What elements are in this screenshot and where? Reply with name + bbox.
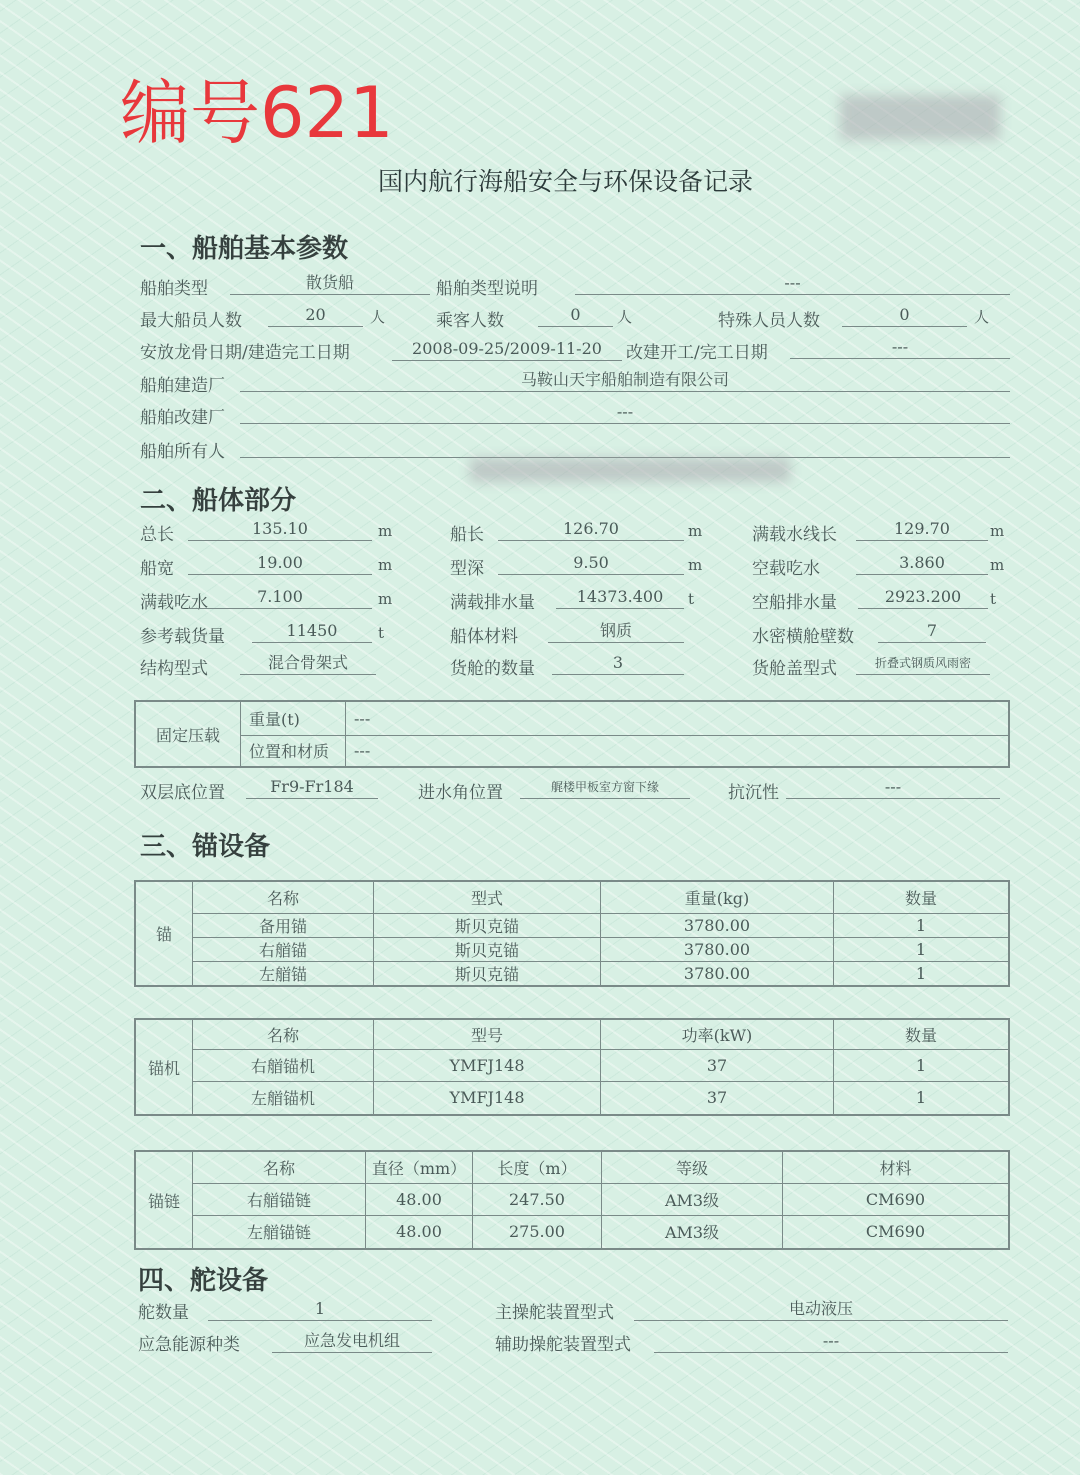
hull-param-unit: t <box>990 590 997 608</box>
hull-param-label: 船体材料 <box>450 627 518 647</box>
hull-param-value: 7 <box>878 620 986 643</box>
builder-label: 船舶建造厂 <box>140 376 225 396</box>
anchor-col-qty: 数量 <box>834 881 1010 913</box>
cell: YMFJ148 <box>374 1081 601 1115</box>
rebuilder: --- <box>240 401 1010 424</box>
double-bottom-label: 双层底位置 <box>140 783 225 803</box>
hull-param-label: 满载吃水 <box>140 593 208 613</box>
chain-group-label: 锚链 <box>135 1151 193 1249</box>
section-anchor: 三、锚设备 <box>140 832 271 862</box>
chain-col-grade: 等级 <box>602 1151 783 1183</box>
hull-param-value: 126.70 <box>498 518 684 541</box>
anchor-col-type: 型式 <box>374 881 601 913</box>
hull-param-label: 货舱盖型式 <box>752 659 837 679</box>
anchor-group-label: 锚 <box>135 881 193 986</box>
cell: 左艏锚机 <box>193 1081 374 1115</box>
hull-param-label: 型深 <box>450 559 484 579</box>
hull-param-value: 11450 <box>252 620 372 643</box>
cell: 3780.00 <box>601 913 834 937</box>
cell: 247.50 <box>473 1183 602 1215</box>
ship-type: 散货船 <box>230 272 430 295</box>
table-row <box>135 1183 1009 1215</box>
cell: CM690 <box>783 1215 1010 1249</box>
table-row <box>135 913 1009 937</box>
cell: 3780.00 <box>601 961 834 986</box>
hull-param-value: 129.70 <box>856 518 988 541</box>
cell: 3780.00 <box>601 937 834 961</box>
ballast-label: 固定压载 <box>135 701 241 767</box>
cell: 斯贝克锚 <box>374 961 601 986</box>
anchor-col-name: 名称 <box>193 881 374 913</box>
cell: 右艏锚机 <box>193 1049 374 1081</box>
aux-steer: --- <box>654 1330 1008 1353</box>
keel-label: 安放龙骨日期/建造完工日期 <box>140 343 350 363</box>
hull-param-value: 混合骨架式 <box>240 652 376 675</box>
hull-param-unit: m <box>378 590 393 608</box>
passengers-unit: 人 <box>617 308 633 326</box>
windlass-group-label: 锚机 <box>135 1019 193 1115</box>
table-row <box>135 937 1009 961</box>
chain-col-name: 名称 <box>193 1151 366 1183</box>
hull-param-value: 19.00 <box>188 552 372 575</box>
hull-param-label: 满载排水量 <box>450 593 535 613</box>
hull-param-value: 折叠式钢质风雨密 <box>856 652 990 675</box>
hull-param-label: 满载水线长 <box>752 525 837 545</box>
anchor-table <box>134 880 1010 987</box>
cell: 37 <box>601 1049 834 1081</box>
rebuilder-label: 船舶改建厂 <box>140 408 225 428</box>
cell: YMFJ148 <box>374 1049 601 1081</box>
ship-type-desc: --- <box>575 272 1010 295</box>
unsink: --- <box>786 776 1000 799</box>
cell: 48.00 <box>366 1215 473 1249</box>
ballast-pos-label: 位置和材质 <box>241 735 346 767</box>
redacted-mark <box>840 95 1000 140</box>
cell: AM3级 <box>602 1183 783 1215</box>
cell: 1 <box>834 913 1010 937</box>
unsink-label: 抗沉性 <box>728 783 779 803</box>
emergency-label: 应急能源种类 <box>138 1335 240 1355</box>
hull-param-label: 参考载货量 <box>140 627 225 647</box>
redacted-owner <box>470 458 790 482</box>
ballast-pos: --- <box>346 735 1010 767</box>
cell: 右艏锚 <box>193 937 374 961</box>
hull-param-label: 船宽 <box>140 559 174 579</box>
hull-param-value: 2923.200 <box>858 586 988 609</box>
flooding-label: 进水角位置 <box>418 783 503 803</box>
passengers: 0 <box>538 304 613 327</box>
chain-col-diameter: 直径（mm） <box>366 1151 473 1183</box>
hull-param-value: 7.100 <box>188 586 372 609</box>
hull-param-unit: m <box>990 522 1005 540</box>
hull-param-value: 3.860 <box>856 552 988 575</box>
cell: 右艏锚链 <box>193 1183 366 1215</box>
hull-param-unit: m <box>990 556 1005 574</box>
ballast-weight-label: 重量(t) <box>241 701 346 735</box>
stamp-number: 编号621 <box>120 72 394 154</box>
double-bottom: Fr9-Fr184 <box>246 776 378 799</box>
table-row <box>135 1215 1009 1249</box>
chain-table <box>134 1150 1010 1250</box>
cell: 斯贝克锚 <box>374 937 601 961</box>
main-steer-label: 主操舵装置型式 <box>495 1303 614 1323</box>
hull-param-label: 水密横舱壁数 <box>752 627 854 647</box>
hull-param-label: 空船排水量 <box>752 593 837 613</box>
special-label: 特殊人员人数 <box>718 311 820 331</box>
main-steer: 电动液压 <box>634 1298 1008 1321</box>
chain-col-material: 材料 <box>783 1151 1010 1183</box>
max-crew-label: 最大船员人数 <box>140 311 242 331</box>
fixed-ballast-table <box>134 700 1010 768</box>
hull-param-value: 135.10 <box>188 518 372 541</box>
rebuild-label: 改建开工/完工日期 <box>626 343 768 363</box>
hull-param-unit: m <box>688 556 703 574</box>
keel: 2008-09-25/2009-11-20 <box>392 338 622 361</box>
rudder-count: 1 <box>208 1298 432 1321</box>
windlass-col-name: 名称 <box>193 1019 374 1049</box>
owner-label: 船舶所有人 <box>140 442 225 462</box>
hull-param-unit: t <box>378 624 385 642</box>
aux-steer-label: 辅助操舵装置型式 <box>495 1335 631 1355</box>
table-row <box>135 1049 1009 1081</box>
cell: 1 <box>834 1049 1010 1081</box>
hull-param-unit: m <box>378 522 393 540</box>
document-title: 国内航行海船安全与环保设备记录 <box>378 167 754 196</box>
max-crew: 20 <box>268 304 363 327</box>
table-row <box>135 961 1009 986</box>
flooding: 艉楼甲板室方窗下缘 <box>520 776 690 799</box>
windlass-col-qty: 数量 <box>834 1019 1010 1049</box>
hull-param-label: 空载吃水 <box>752 559 820 579</box>
ship-type-desc-label: 船舶类型说明 <box>436 279 538 299</box>
chain-col-length: 长度（m） <box>473 1151 602 1183</box>
cell: 37 <box>601 1081 834 1115</box>
passengers-label: 乘客人数 <box>436 311 504 331</box>
hull-param-value: 3 <box>552 652 684 675</box>
cell: 左艏锚 <box>193 961 374 986</box>
section-rudder: 四、舵设备 <box>138 1266 269 1296</box>
hull-param-label: 货舱的数量 <box>450 659 535 679</box>
ship-type-label: 船舶类型 <box>140 279 208 299</box>
max-crew-unit: 人 <box>370 308 386 326</box>
section-hull: 二、船体部分 <box>140 486 297 516</box>
hull-param-value: 钢质 <box>548 620 684 643</box>
rudder-count-label: 舵数量 <box>138 1303 189 1323</box>
cell: AM3级 <box>602 1215 783 1249</box>
cell: 1 <box>834 961 1010 986</box>
cell: 48.00 <box>366 1183 473 1215</box>
cell: 备用锚 <box>193 913 374 937</box>
windlass-col-model: 型号 <box>374 1019 601 1049</box>
cell: 左艏锚链 <box>193 1215 366 1249</box>
windlass-table <box>134 1018 1010 1116</box>
cell: CM690 <box>783 1183 1010 1215</box>
cell: 斯贝克锚 <box>374 913 601 937</box>
hull-param-unit: t <box>688 590 695 608</box>
owner <box>240 435 1010 458</box>
special: 0 <box>842 304 967 327</box>
windlass-col-power: 功率(kW) <box>601 1019 834 1049</box>
ballast-weight: --- <box>346 701 1010 735</box>
hull-param-label: 结构型式 <box>140 659 208 679</box>
hull-param-unit: m <box>688 522 703 540</box>
emergency: 应急发电机组 <box>272 1330 432 1353</box>
anchor-col-weight: 重量(kg) <box>601 881 834 913</box>
hull-param-label: 船长 <box>450 525 484 545</box>
builder: 马鞍山天宇船舶制造有限公司 <box>240 369 1010 392</box>
cell: 1 <box>834 1081 1010 1115</box>
hull-param-label: 总长 <box>140 525 174 545</box>
hull-param-value: 14373.400 <box>556 586 684 609</box>
rebuild: --- <box>790 336 1010 359</box>
table-row <box>135 1081 1009 1115</box>
hull-param-value: 9.50 <box>498 552 684 575</box>
cell: 275.00 <box>473 1215 602 1249</box>
special-unit: 人 <box>974 308 990 326</box>
cell: 1 <box>834 937 1010 961</box>
hull-param-unit: m <box>378 556 393 574</box>
section-basic-params: 一、船舶基本参数 <box>140 234 349 264</box>
